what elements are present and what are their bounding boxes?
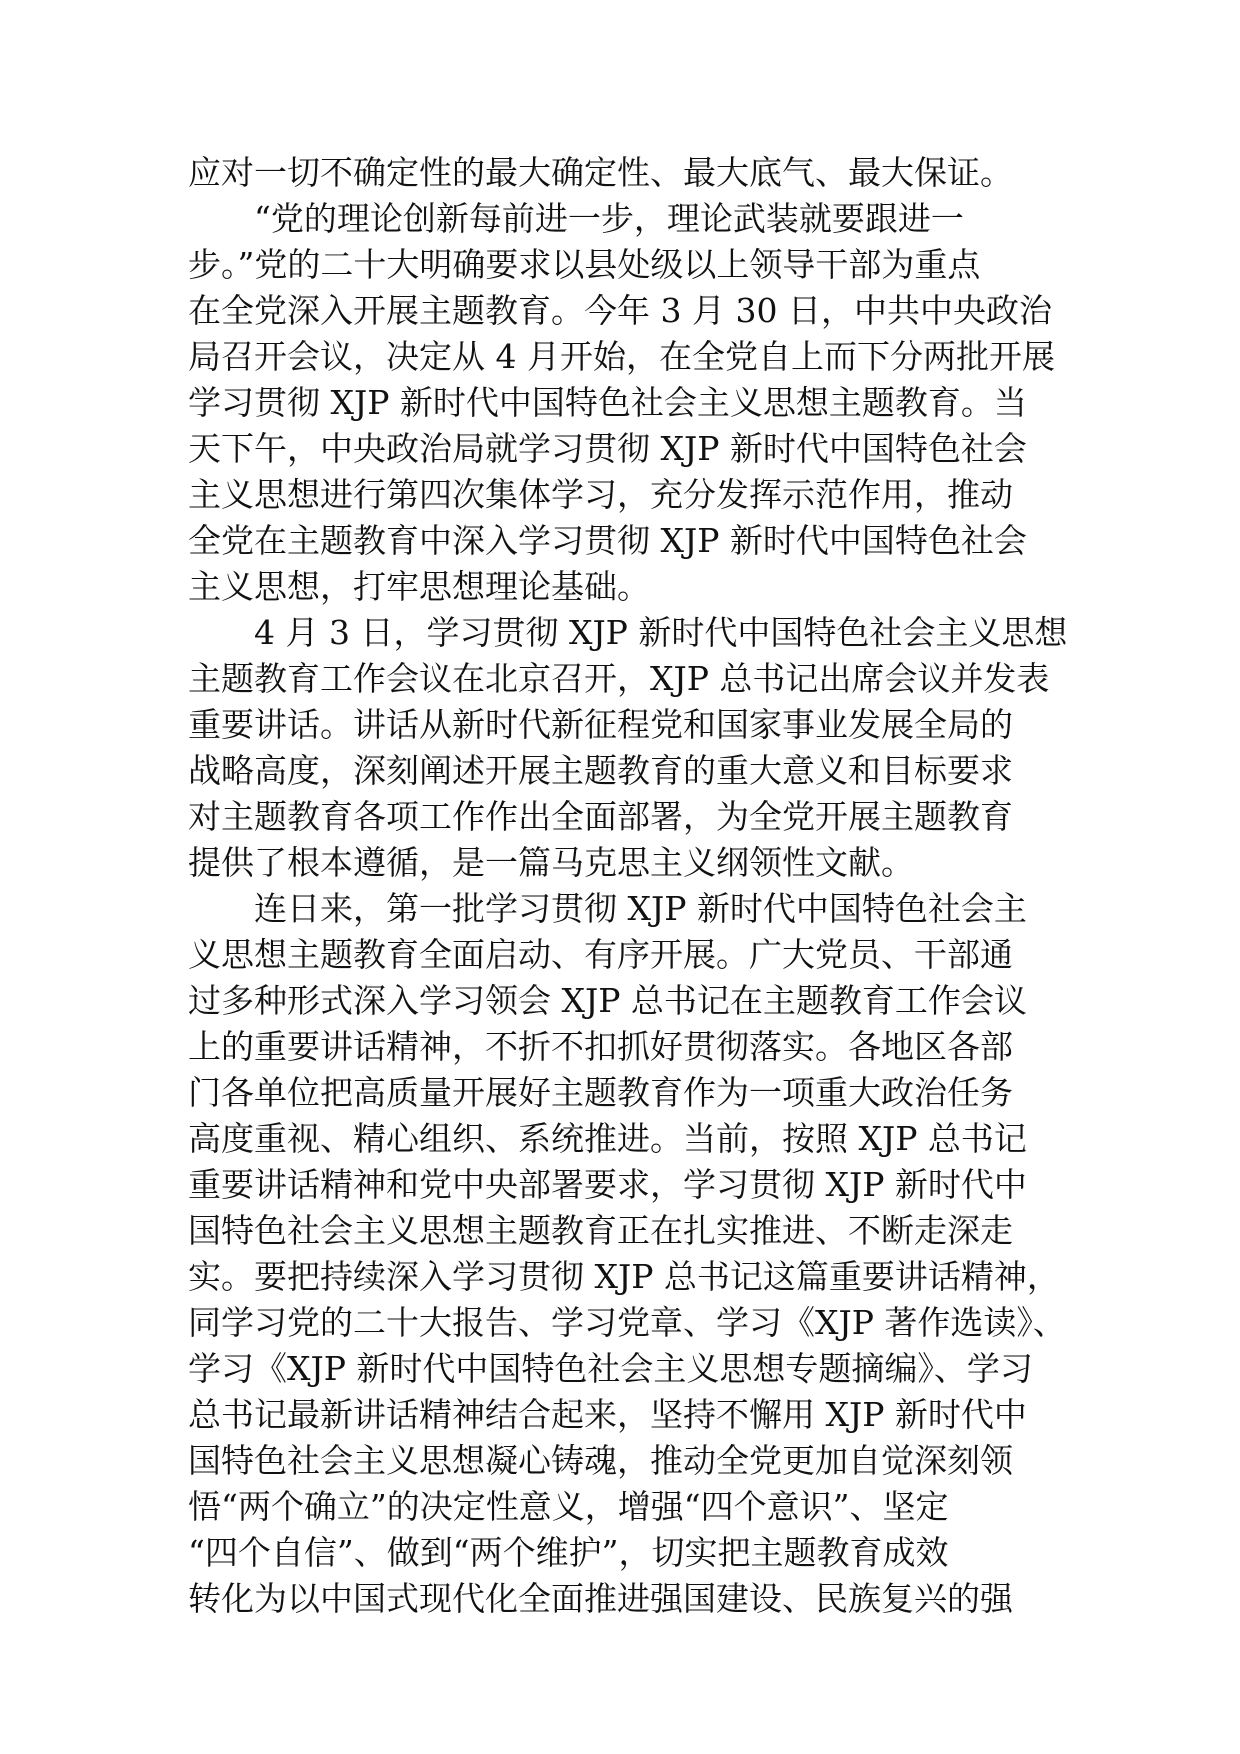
text-line: 国特色社会主义思想凝心铸魂，推动全党更加自觉深刻领 (188, 1441, 1013, 1480)
text-line: 主题教育工作会议在北京召开，XJP 总书记出席会议并发表 (188, 659, 1050, 698)
text-line: 悟“两个确立”的决定性意义，增强“四个意识”、坚定 (188, 1487, 949, 1526)
text-line: 在全党深入开展主题教育。今年 3 月 30 日，中共中央政治 (188, 291, 1052, 330)
text-line: 国特色社会主义思想主题教育正在扎实推进、不断走深走 (188, 1211, 1013, 1250)
text-line: 总书记最新讲话精神结合起来，坚持不懈用 XJP 新时代中 (188, 1395, 1027, 1434)
text-line: 学习贯彻 XJP 新时代中国特色社会主义思想主题教育。当 (188, 383, 1027, 422)
body-text (188, 150, 1068, 1622)
text-line: 同学习党的二十大报告、学习党章、学习《XJP 著作选读》、 (188, 1303, 1066, 1342)
text-line: 4 月 3 日，学习贯彻 XJP 新时代中国特色社会主义思想 (254, 613, 1068, 652)
text-line: 天下午，中央政治局就学习贯彻 XJP 新时代中国特色社会 (188, 429, 1027, 468)
text-line: 主义思想，打牢思想理论基础。 (188, 567, 650, 606)
text-line: 门各单位把高质量开展好主题教育作为一项重大政治任务 (188, 1073, 1013, 1112)
text-line: 重要讲话精神和党中央部署要求，学习贯彻 XJP 新时代中 (188, 1165, 1027, 1204)
text-line: 连日来，第一批学习贯彻 XJP 新时代中国特色社会主 (254, 889, 1027, 928)
text-line: 学习《XJP 新时代中国特色社会主义思想专题摘编》、学习 (188, 1349, 1033, 1388)
text-line: “党的理论创新每前进一步，理论武装就要跟进一 (254, 199, 964, 238)
text-line: 提供了根本遵循，是一篇马克思主义纲领性文献。 (188, 843, 914, 882)
text-line: 战略高度，深刻阐述开展主题教育的重大意义和目标要求 (188, 751, 1013, 790)
text-line: 高度重视、精心组织、系统推进。当前，按照 XJP 总书记 (188, 1119, 1027, 1158)
text-line: 义思想主题教育全面启动、有序开展。广大党员、干部通 (188, 935, 1013, 974)
text-line: 转化为以中国式现代化全面推进强国建设、民族复兴的强 (188, 1579, 1013, 1618)
text-line: 重要讲话。讲话从新时代新征程党和国家事业发展全局的 (188, 705, 1013, 744)
text-line: 主义思想进行第四次集体学习，充分发挥示范作用，推动 (188, 475, 1013, 514)
text-line: 过多种形式深入学习领会 XJP 总书记在主题教育工作会议 (188, 981, 1027, 1020)
text-line: 局召开会议，决定从 4 月开始，在全党自上而下分两批开展 (188, 337, 1055, 376)
text-line: 上的重要讲话精神，不折不扣抓好贯彻落实。各地区各部 (188, 1027, 1013, 1066)
text-line: 全党在主题教育中深入学习贯彻 XJP 新时代中国特色社会 (188, 521, 1027, 560)
text-line: 实。要把持续深入学习贯彻 XJP 总书记这篇重要讲话精神， (188, 1257, 1060, 1296)
text-line: 对主题教育各项工作作出全面部署，为全党开展主题教育 (188, 797, 1013, 836)
text-line: “四个自信”、做到“两个维护”，切实把主题教育成效 (188, 1533, 949, 1572)
text-line: 步。”党的二十大明确要求以县处级以上领导干部为重点 (188, 245, 981, 284)
text-line: 应对一切不确定性的最大确定性、最大底气、最大保证。 (188, 153, 1013, 192)
